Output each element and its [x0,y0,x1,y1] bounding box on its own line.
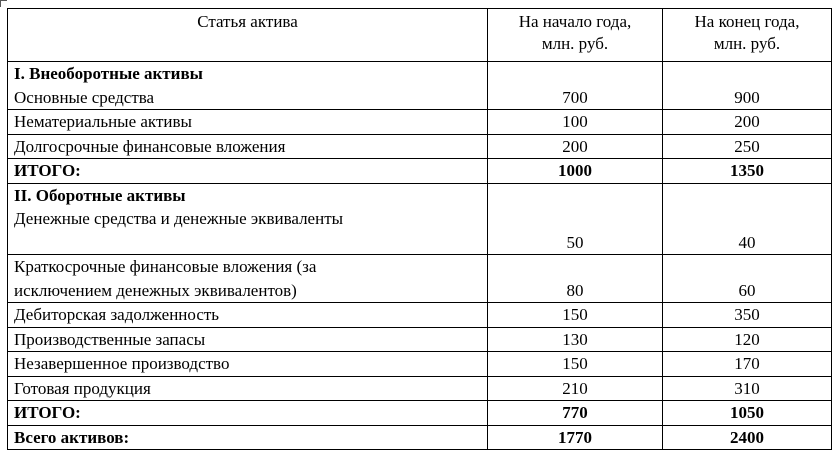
row-start: 50 [488,183,663,255]
row-name: Производственные запасы [8,327,488,352]
header-start-line-2: млн. руб. [541,34,609,53]
section2-title: II. Оборотные активы [14,185,186,205]
grand-total-start: 1770 [488,425,663,450]
section1-row [8,62,832,110]
row-start: 200 [488,134,663,159]
section1-total-row [8,159,832,184]
table-row [8,352,832,377]
total-end: 1350 [663,159,832,184]
row-start: 100 [488,110,663,135]
total-end: 1050 [663,401,832,426]
section2-total-row [8,401,832,426]
section2-cell [8,183,488,255]
grand-total-row [8,425,832,450]
row-name: Незавершенное производство [8,352,488,377]
grand-total-label: Всего активов: [8,425,488,450]
header-end-line-2: млн. руб. [713,34,781,53]
row-name [8,255,488,303]
row-end: 200 [663,110,832,135]
total-label: ИТОГО: [8,159,488,184]
header-item: Статья актива [8,9,488,62]
assets-table [7,8,832,450]
row-end: 60 [663,255,832,303]
row-name: Основные средства [14,87,155,107]
section2-row [8,183,832,255]
table-row [8,134,832,159]
total-label: ИТОГО: [8,401,488,426]
row-end: 350 [663,303,832,328]
table-row [8,376,832,401]
section1-cell [8,62,488,110]
table-row [8,110,832,135]
header-end [663,9,832,62]
section1-title: I. Внеоборотные активы [14,64,203,83]
row-end: 120 [663,327,832,352]
row-end: 310 [663,376,832,401]
row-start: 150 [488,303,663,328]
row-name-line-1: Краткосрочные финансовые вложения (за [14,257,317,276]
row-name: Дебиторская задолженность [8,303,488,328]
table-row [8,327,832,352]
row-name: Долгосрочные финансовые вложения [8,134,488,159]
header-start [488,9,663,62]
row-name: Нематериальные активы [8,110,488,135]
row-end: 250 [663,134,832,159]
table-row [8,303,832,328]
total-start: 770 [488,401,663,426]
row-end: 900 [663,62,832,110]
header-end-line-1: На конец года, [694,12,800,31]
spacer-line [14,231,481,255]
row-name-line-2: исключением денежных эквивалентов) [14,280,297,300]
row-start: 700 [488,62,663,110]
table-row [8,255,832,303]
grand-total-end: 2400 [663,425,832,450]
row-name: Готовая продукция [8,376,488,401]
table-header-row [8,9,832,62]
header-start-line-1: На начало года, [518,12,632,31]
total-start: 1000 [488,159,663,184]
row-end: 170 [663,352,832,377]
row-start: 210 [488,376,663,401]
row-name: Денежные средства и денежные эквиваленты [14,209,344,228]
row-start: 130 [488,327,663,352]
table-move-handle[interactable] [0,0,7,7]
row-start: 150 [488,352,663,377]
row-end: 40 [663,183,832,255]
row-start: 80 [488,255,663,303]
